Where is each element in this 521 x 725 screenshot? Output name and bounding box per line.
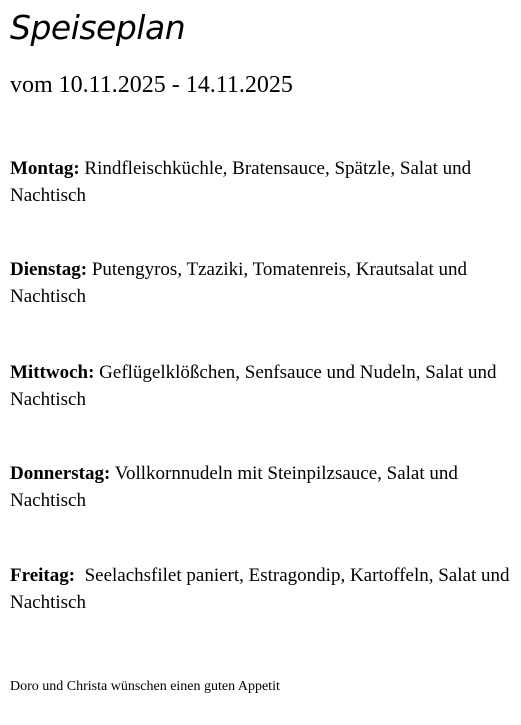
page-title: Speiseplan	[10, 8, 186, 47]
closing-note: Doro und Christa wünschen einen guten Appetit	[10, 679, 280, 694]
menu-day-monday	[10, 155, 510, 209]
menu-day-wednesday	[10, 359, 510, 413]
menu-day-tuesday	[10, 256, 510, 310]
day-menu: Putengyros, Tzaziki, Tomatenreis, Krautsalat und Nachtisch	[10, 259, 468, 307]
day-name: Freitag:	[10, 565, 76, 586]
day-name: Donnerstag:	[10, 463, 111, 484]
day-name: Mittwoch:	[10, 362, 95, 383]
day-name: Dienstag:	[10, 259, 88, 280]
day-menu: Rindfleischküchle, Bratensauce, Spätzle, Salat und Nachtisch	[10, 158, 472, 206]
day-menu: Geflügelklößchen, Senfsauce und Nudeln, Salat und Nachtisch	[10, 362, 497, 410]
menu-day-friday	[10, 562, 510, 616]
day-name: Montag:	[10, 158, 80, 179]
date-range: vom 10.11.2025 - 14.11.2025	[10, 72, 293, 98]
day-menu: Vollkornnudeln mit Steinpilzsauce, Salat und Nachtisch	[10, 463, 458, 511]
menu-day-thursday	[10, 460, 510, 514]
day-menu: Seelachsfilet paniert, Estragondip, Kartoffeln, Salat und Nachtisch	[10, 565, 510, 613]
